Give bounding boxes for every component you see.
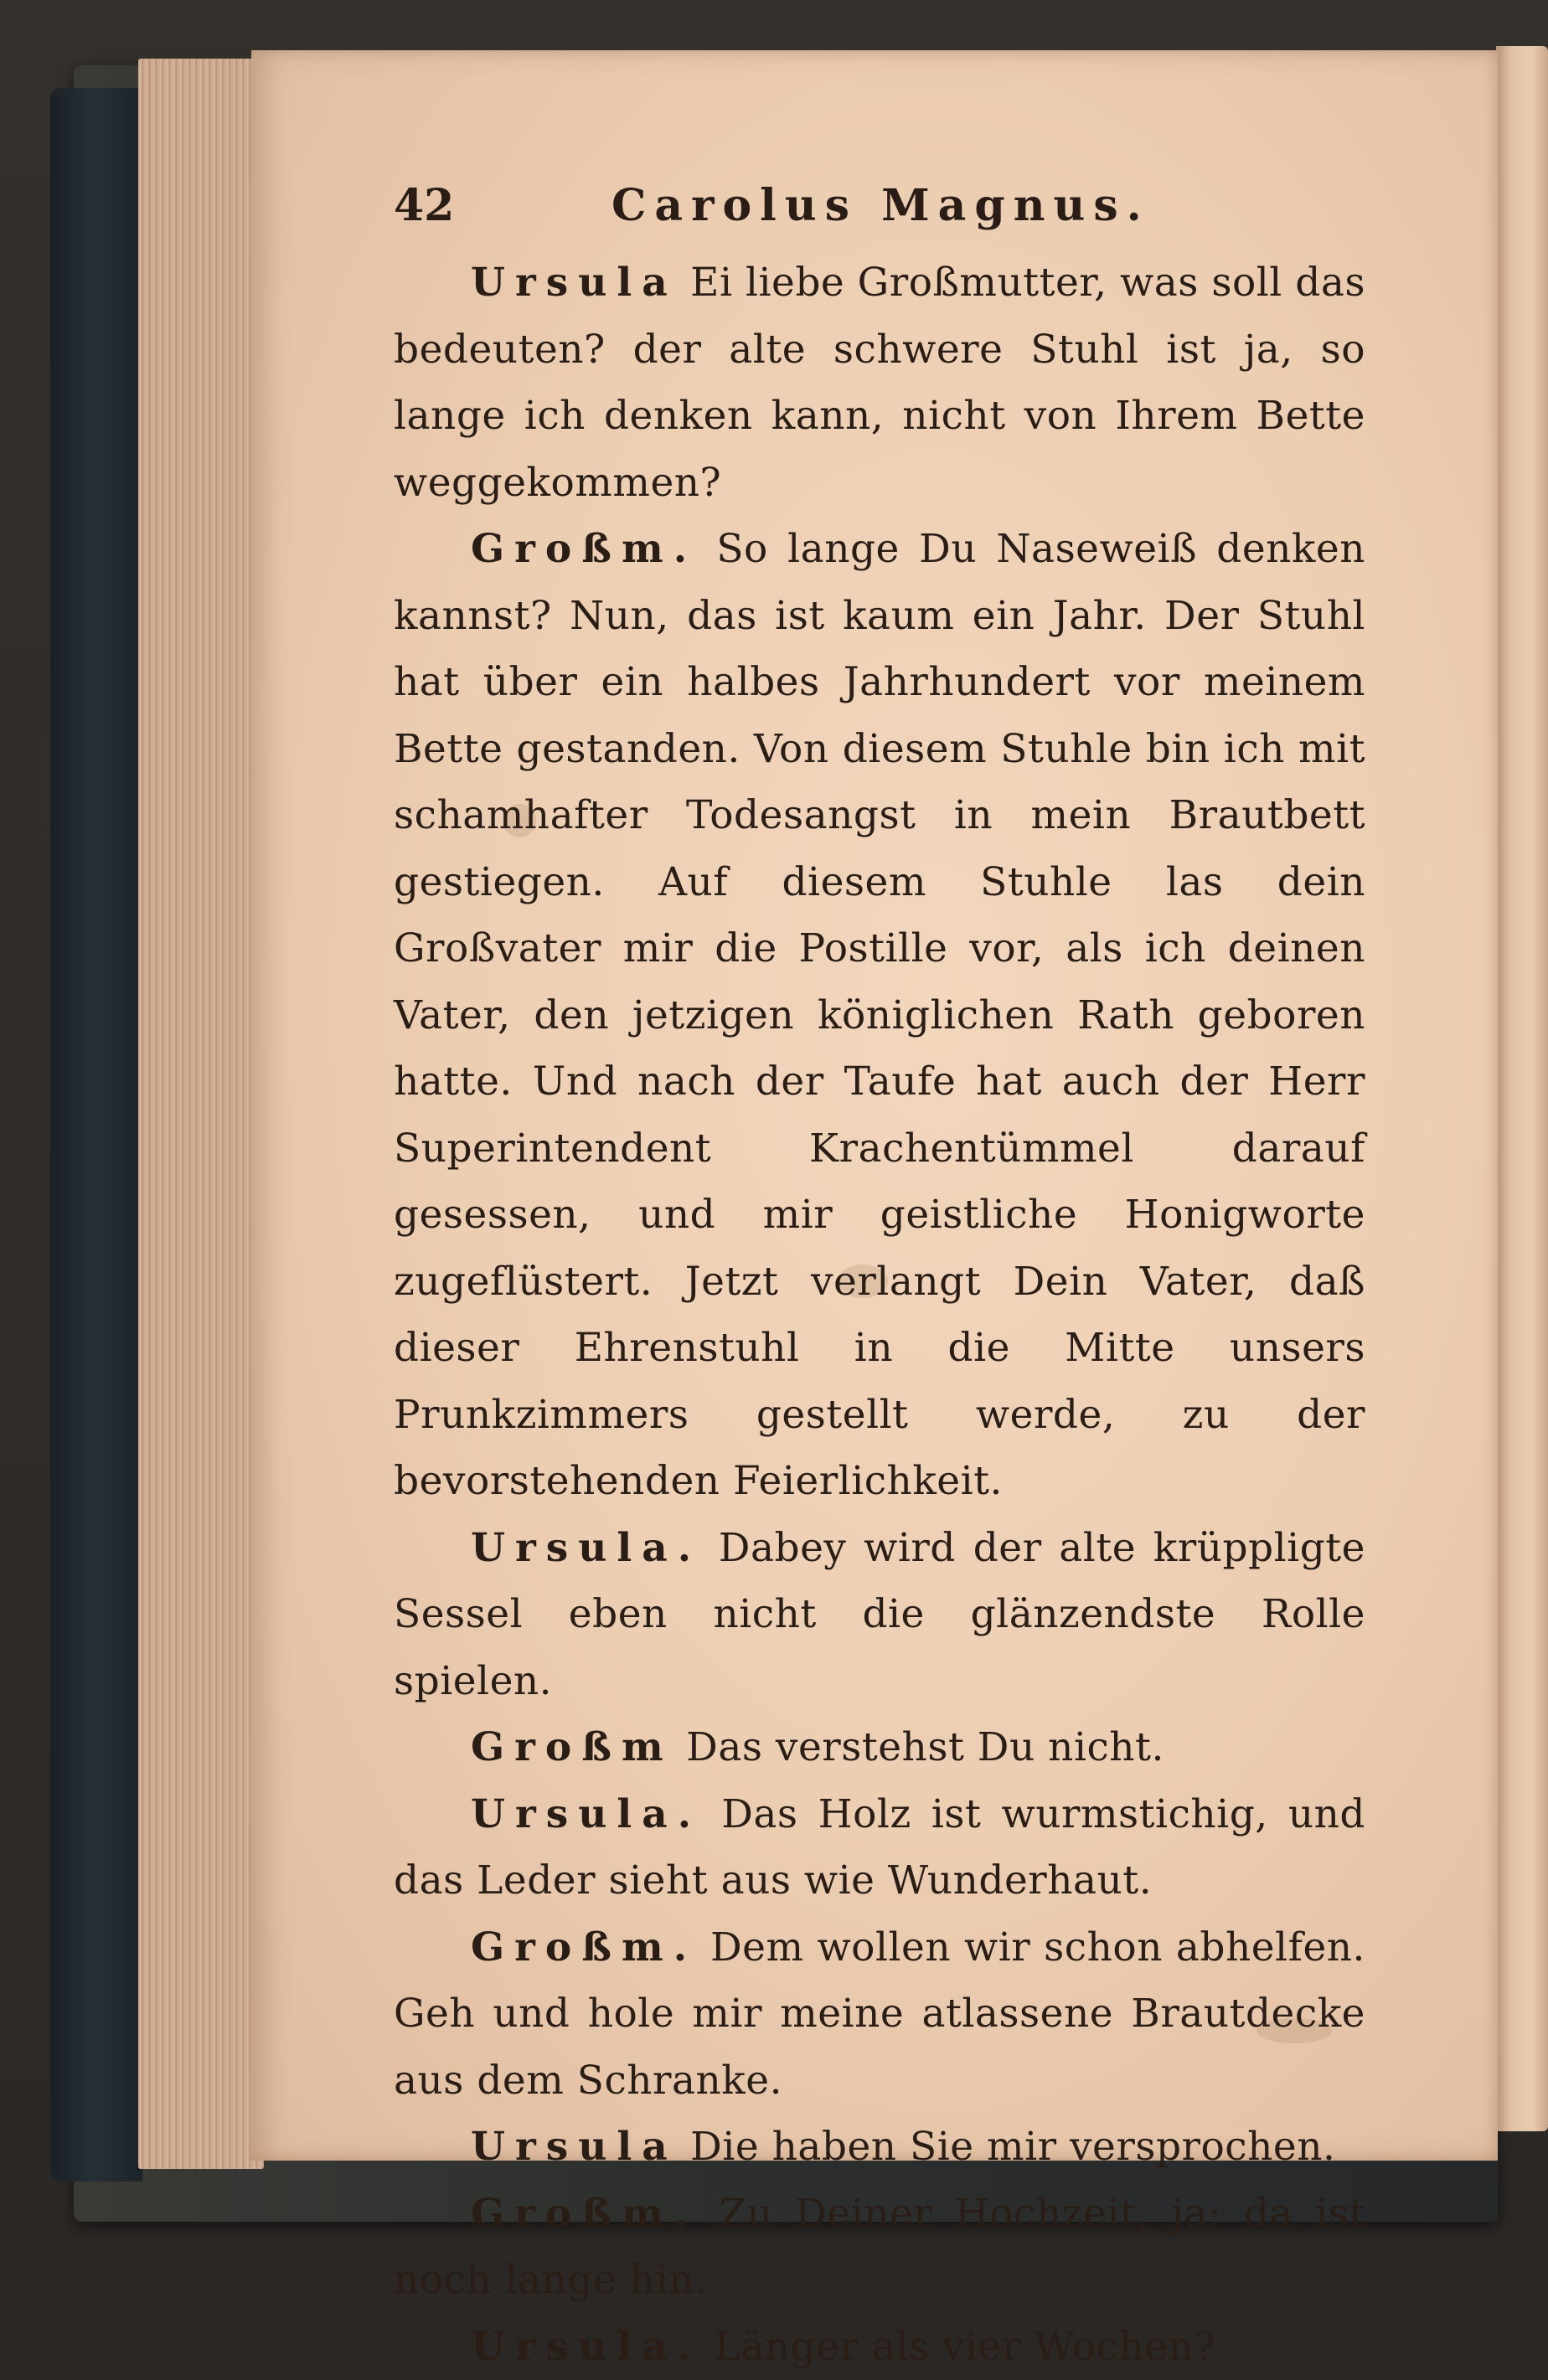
- speaker-name: Großm: [471, 1724, 673, 1770]
- dialogue-paragraph: [394, 1714, 1365, 1781]
- dialogue-paragraph: [394, 1515, 1365, 1715]
- speaker-name: Ursula.: [471, 2324, 701, 2370]
- dialogue-text: Dabey wird der alte krüppligte Sessel eben nicht die glänzendste Rolle spielen.: [394, 1525, 1365, 1704]
- page-edges: [138, 59, 264, 2169]
- speaker-name: Großm.: [471, 2191, 697, 2237]
- dialogue-text: Dem wollen wir schon abhelfen. Geh und hole mir meine atlassene Brautdecke aus dem Schranke.: [394, 1924, 1365, 2104]
- dialogue: [394, 250, 1365, 2380]
- speaker-name: Ursula.: [471, 1525, 701, 1571]
- dialogue-paragraph: [394, 250, 1365, 516]
- speaker-name: Großm.: [471, 1924, 697, 1970]
- dialogue-paragraph: [394, 2181, 1365, 2314]
- book-spine: [50, 88, 142, 2182]
- dialogue-text: Die haben Sie mir versprochen.: [678, 2124, 1336, 2170]
- dialogue-paragraph: [394, 1781, 1365, 1914]
- dialogue-paragraph: [394, 516, 1365, 1515]
- speaker-name: Ursula: [471, 2124, 678, 2170]
- dialogue-text: Das Holz ist wurmstichig, und das Leder sieht aus wie Wunderhaut.: [394, 1791, 1365, 1904]
- speaker-name: Ursula: [471, 260, 678, 306]
- running-title: Carolus Magnus.: [611, 180, 1150, 231]
- dialogue-paragraph: [394, 2314, 1365, 2380]
- speaker-name: Ursula.: [471, 1791, 701, 1837]
- dialogue-paragraph: [394, 2114, 1365, 2181]
- dialogue-text: So lange Du Naseweiß denken kannst? Nun, das ist kaum ein Jahr. Der Stuhl hat über ein halbes Jahrhundert vor meinem Bette gestanden. Von diesem Stuhle bin ich mit schamhafter Todesangst in mein Brautbett gestiegen. Auf diesem Stuhle las dein Großvater mir die Postille vor, als ich deinen Vater, den jetzigen königlichen Rath geboren hatte. Und nach der Taufe hat auch der Herr Superintendent Krachentümmel darauf gesessen, und mir geistliche Honigworte zugeflüstert. Jetzt verlangt Dein Vater, daß dieser Ehrenstuhl in die Mitte unsers Prunkzimmers gestellt werde, zu der bevorstehenden Feierlichkeit.: [394, 526, 1365, 1504]
- page-header: [394, 180, 1365, 247]
- dialogue-text: Zu Deiner Hochzeit, ja; da ist noch lange hin.: [394, 2191, 1365, 2304]
- facing-page-edge: [1496, 46, 1548, 2131]
- speaker-name: Großm.: [471, 526, 697, 572]
- dialogue-text: Ei liebe Großmutter, was soll das bedeuten? der alte schwere Stuhl ist ja, so lange ich denken kann, nicht von Ihrem Bette weggekommen?: [394, 260, 1365, 506]
- page-number: 42: [394, 180, 454, 231]
- dialogue-paragraph: [394, 1914, 1365, 2115]
- dialogue-text: Länger als vier Wochen?: [701, 2324, 1215, 2370]
- dialogue-text: Das verstehst Du nicht.: [673, 1724, 1164, 1770]
